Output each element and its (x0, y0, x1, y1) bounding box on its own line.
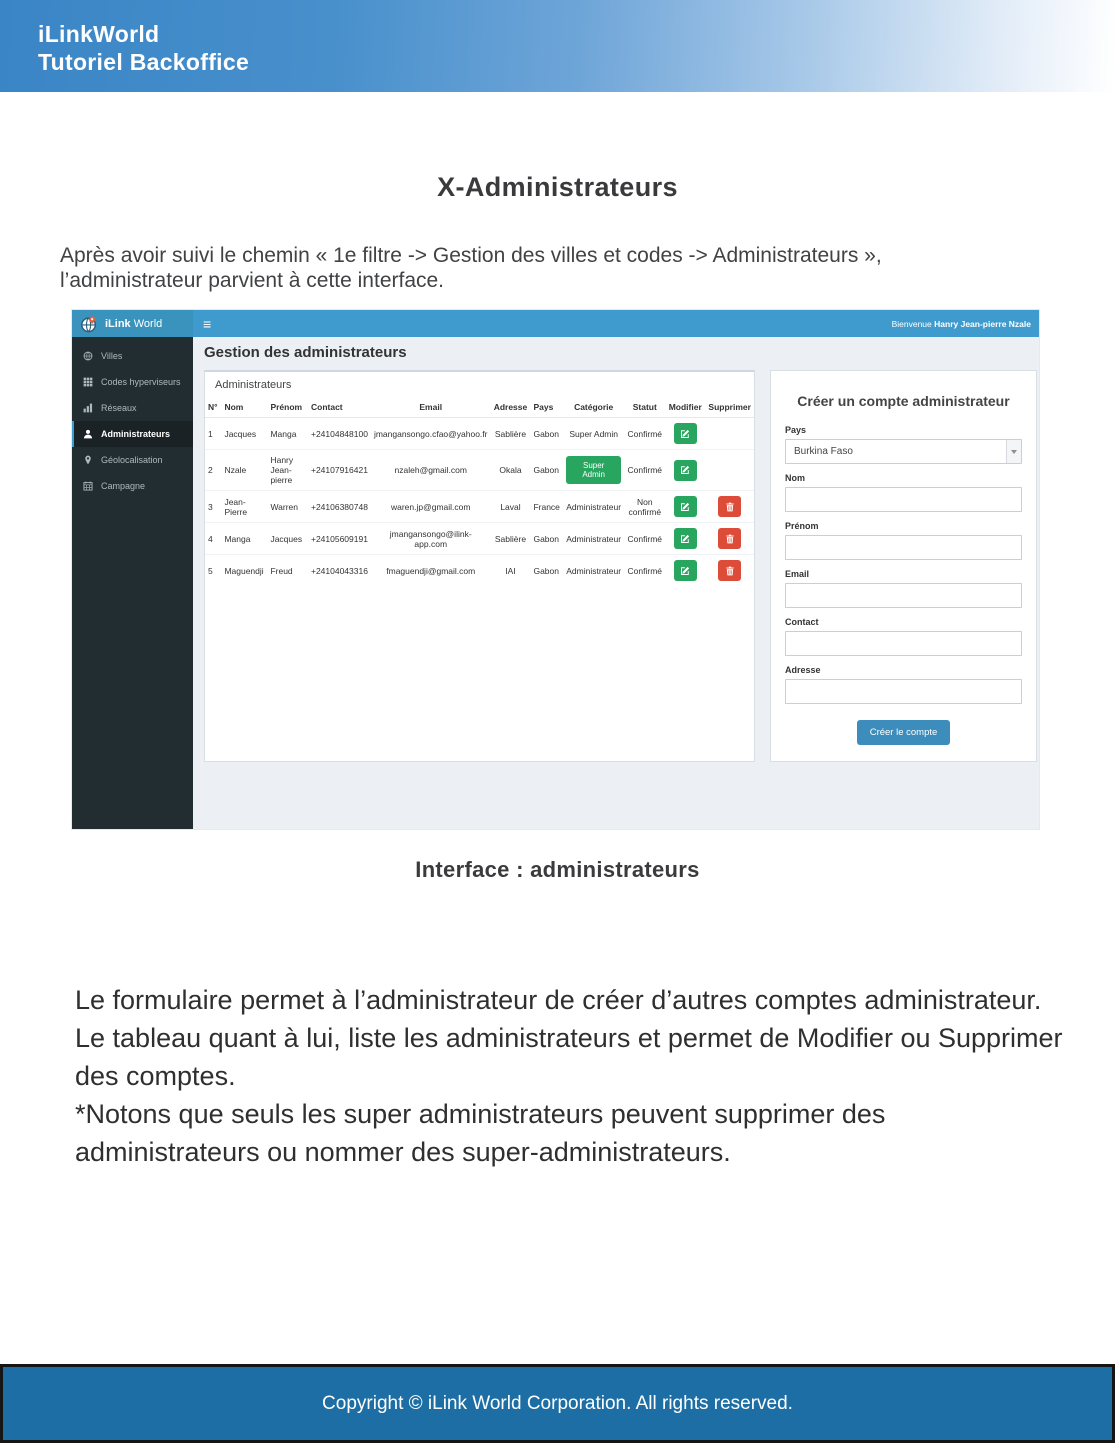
sidebar-item-label: Villes (101, 351, 123, 361)
pays-select[interactable] (785, 439, 1022, 464)
col-header-statut: Statut (624, 397, 665, 418)
delete-button[interactable] (718, 560, 741, 581)
pays-label: Pays (785, 425, 807, 435)
col-header-modifier: Modifier (665, 397, 705, 418)
intro-line-2: l’administrateur parvient à cette interface. (60, 269, 445, 292)
sidebar-item-label: Codes hyperviseurs (101, 377, 181, 387)
form-title: Créer un compte administrateur (797, 393, 1010, 409)
sidebar-item-administrateurs[interactable] (72, 421, 193, 447)
edit-icon (680, 502, 690, 512)
edit-icon (680, 429, 690, 439)
super-admin-button[interactable]: Super Admin (566, 456, 622, 484)
body-line-2: Le tableau quant à lui, liste les administrateurs et permet de Modifier ou Supprimer des comptes. (75, 1023, 1063, 1091)
welcome-user-name: Hanry Jean-pierre Nzale (934, 318, 1031, 329)
nom-field[interactable] (785, 487, 1022, 512)
col-header-email: Email (371, 397, 491, 418)
user-icon (83, 429, 93, 439)
col-header-contact: Contact (308, 397, 371, 418)
map-marker-icon (83, 455, 93, 465)
col-header-prenom: Prénom (267, 397, 308, 418)
edit-button[interactable] (674, 496, 697, 517)
app-brand-name: iLink World (105, 317, 163, 330)
administrators-panel (204, 370, 755, 762)
email-field[interactable] (785, 583, 1022, 608)
no-delete-cell (705, 450, 754, 491)
edit-icon (680, 566, 690, 576)
col-header-supprimer: Supprimer (705, 397, 754, 418)
backoffice-screenshot (72, 310, 1039, 829)
contact-label: Contact (785, 617, 819, 627)
table-row: 1 Jacques Manga +24104848100 jmangansongo.cfao@yahoo.fr Sablière Gabon Super Admin Confirmé (205, 418, 754, 450)
table-row: 4 Manga Jacques +24105609191 jmangansongo@ilink-app.com Sablière Gabon Administrateur Confirmé (205, 523, 754, 555)
contact-field[interactable] (785, 631, 1022, 656)
body-text (75, 981, 1073, 1171)
sidebar-item-geolocalisation[interactable] (72, 447, 193, 473)
sidebar-item-villes[interactable] (72, 343, 193, 369)
app-sidebar (72, 337, 193, 829)
edit-icon (680, 465, 690, 475)
sidebar-item-campagne[interactable] (72, 473, 193, 499)
table-header-row (205, 397, 754, 418)
grid-icon (83, 377, 93, 387)
content-heading: Gestion des administrateurs (204, 344, 407, 361)
sidebar-item-label: Réseaux (101, 403, 137, 413)
col-header-adresse: Adresse (491, 397, 531, 418)
document-subtitle: Tutoriel Backoffice (38, 49, 250, 75)
brand-title: iLinkWorld (38, 21, 160, 47)
page-title: X-Administrateurs (437, 172, 678, 202)
col-header-pays: Pays (530, 397, 562, 418)
globe-with-pin-icon (80, 315, 98, 333)
panel-title: Administrateurs (215, 379, 292, 391)
delete-button[interactable] (718, 528, 741, 549)
table-row: 5 Maguendji Freud +24104043316 fmaguendji@gmail.com IAI Gabon Administrateur Confirmé (205, 555, 754, 587)
prenom-label: Prénom (785, 521, 819, 531)
sidebar-item-codes-hyperviseurs[interactable] (72, 369, 193, 395)
document-footer (0, 1364, 1115, 1443)
copyright-text: Copyright © iLink World Corporation. All rights reserved. (322, 1392, 793, 1414)
intro-line-1: Après avoir suivi le chemin « 1e filtre -> Gestion des villes et codes -> Administrateurs », (60, 244, 882, 267)
create-account-button[interactable]: Créer le compte (857, 720, 951, 745)
edit-button[interactable] (674, 460, 697, 481)
app-navbar (193, 310, 1039, 337)
sidebar-item-label: Campagne (101, 481, 146, 491)
app-content (193, 337, 1039, 829)
app-logo[interactable] (72, 310, 193, 337)
body-line-1: Le formulaire permet à l’administrateur de créer d’autres comptes administrateur. (75, 985, 1042, 1015)
trash-icon (725, 502, 735, 512)
nom-label: Nom (785, 473, 805, 483)
edit-button[interactable] (674, 528, 697, 549)
bar-chart-icon (83, 403, 93, 413)
prenom-field[interactable] (785, 535, 1022, 560)
delete-button[interactable] (718, 496, 741, 517)
col-header-numero: N° (205, 397, 221, 418)
adresse-field[interactable] (785, 679, 1022, 704)
trash-icon (725, 534, 735, 544)
no-delete-cell (705, 418, 754, 450)
sidebar-item-reseaux[interactable] (72, 395, 193, 421)
screenshot-caption: Interface : administrateurs (415, 857, 700, 882)
welcome-text: Bienvenue Hanry Jean-pierre Nzale (891, 318, 1031, 329)
table-row: 3 Jean-Pierre Warren +24106380748 waren.jp@gmail.com Laval France Administrateur Non confirmé (205, 491, 754, 523)
app-topbar (72, 310, 1039, 337)
calendar-icon (83, 481, 93, 491)
sidebar-item-label: Géolocalisation (101, 455, 163, 465)
edit-button[interactable] (674, 560, 697, 581)
create-admin-form (770, 370, 1037, 762)
intro-paragraph (60, 243, 1075, 293)
col-header-categorie: Catégorie (563, 397, 625, 418)
trash-icon (725, 566, 735, 576)
document-header-banner (0, 0, 1115, 92)
pays-selected-value: Burkina Faso (794, 446, 853, 457)
table-row: 2 Nzale Hanry Jean-pierre +24107916421 nzaleh@gmail.com Okala Gabon Super Admin Confirmé (205, 450, 754, 491)
globe-icon (83, 351, 93, 361)
col-header-nom: Nom (221, 397, 267, 418)
chevron-down-icon (1006, 440, 1021, 463)
administrators-table (205, 397, 754, 586)
hamburger-icon[interactable]: ≡ (203, 315, 212, 332)
edit-button[interactable] (674, 423, 697, 444)
edit-icon (680, 534, 690, 544)
email-label: Email (785, 569, 810, 579)
body-line-3: *Notons que seuls les super administrateurs peuvent supprimer des administrateurs ou nommer des super-administrateurs. (75, 1099, 886, 1167)
sidebar-item-label: Administrateurs (101, 429, 171, 439)
adresse-label: Adresse (785, 665, 821, 675)
